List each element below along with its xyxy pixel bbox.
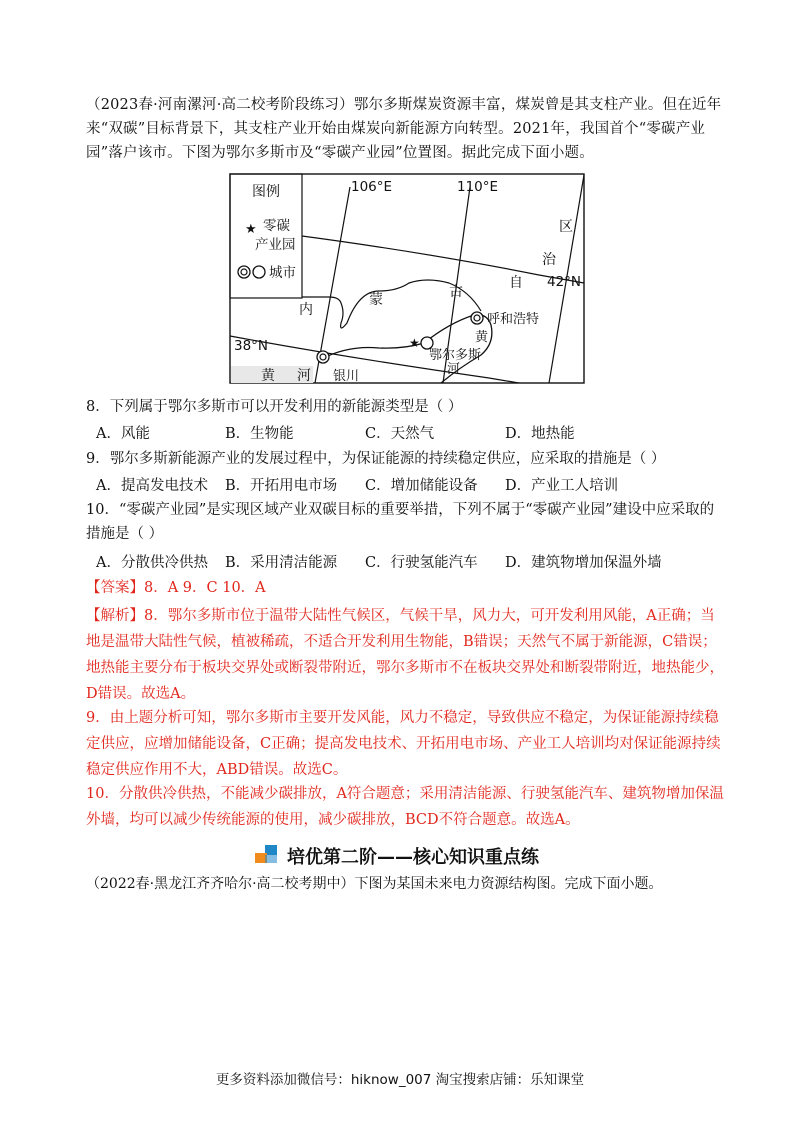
zero-carbon-park-star-icon: ★ bbox=[409, 336, 420, 350]
legend-star-label-1: 零碳 bbox=[263, 218, 290, 234]
q10-option-a[interactable]: A．分散供冷供热 bbox=[96, 555, 208, 571]
longitude-label-106: 106°E bbox=[351, 179, 393, 195]
analysis-paragraph-2: 9．由上题分析可知，鄂尔多斯市主要开发风能，风力不稳定，导致供应不稳定，为保证能源持续稳定供应，应增加储能设备，C正确；提高发电技术、开拓用电市场、产业工人培训均对保证能源持续稳定供应作用不大，ABD错误。故选C。 bbox=[86, 710, 721, 778]
latitude-label-38: 38°N bbox=[234, 338, 269, 354]
analysis-label: 【解析】 bbox=[86, 608, 144, 624]
river-char-he-left: 河 bbox=[297, 368, 311, 384]
legend-city-label: 城市 bbox=[269, 265, 296, 281]
page-footer: 更多资料添加微信号：hiknow_007 淘宝搜索店铺：乐知课堂 bbox=[215, 1072, 585, 1088]
answer-line bbox=[86, 576, 726, 600]
legend-star-label-2: 产业园 bbox=[255, 237, 296, 253]
next-question-source: （2022春·黑龙江齐齐哈尔·高二校考期中） bbox=[86, 876, 355, 892]
city-marker-hohhot bbox=[471, 312, 483, 324]
question-8-stem: 8．下列属于鄂尔多斯市可以开发利用的新能源类型是（ ） bbox=[86, 399, 463, 415]
legend-star-icon: ★ bbox=[245, 222, 257, 237]
city-label-yinchuan: 银川 bbox=[333, 369, 360, 384]
city-label-ordos: 鄂尔多斯 bbox=[429, 348, 482, 363]
q9-option-d[interactable]: D．产业工人培训 bbox=[505, 478, 619, 494]
ordos-location-map bbox=[229, 173, 585, 384]
question-8-options bbox=[96, 422, 575, 443]
section-title: 培优第二阶——核心知识重点练 bbox=[287, 847, 539, 868]
analysis-paragraph-1 bbox=[86, 603, 726, 707]
region-char-zi: 自 bbox=[509, 275, 523, 291]
q10-option-c[interactable]: C．行驶氢能汽车 bbox=[365, 555, 478, 571]
analysis-paragraph-3: 10．分散供冷供热，不能减少碳排放，A符合题意；采用清洁能源、行驶氢能汽车、建筑物增加保温外墙，均可以减少传统能源的使用，减少碳排放，BCD不符合题意。故选A。 bbox=[86, 786, 724, 828]
q9-option-a[interactable]: A．提高发电技术 bbox=[96, 478, 208, 494]
next-question-text: 下图为某国未来电力资源结构图。完成下面小题。 bbox=[354, 876, 663, 892]
river-char-huang-right: 黄 bbox=[475, 330, 489, 345]
river-char-he-right: 河 bbox=[447, 362, 461, 377]
q10-option-b[interactable]: B．采用清洁能源 bbox=[225, 555, 338, 571]
legend-title: 图例 bbox=[252, 184, 280, 200]
q8-option-c[interactable]: C．天然气 bbox=[365, 426, 435, 442]
question-9-options bbox=[96, 474, 618, 495]
answer-text: 8．A 9．C 10．A bbox=[144, 580, 266, 596]
region-char-qu: 区 bbox=[559, 219, 573, 235]
region-char-meng: 蒙 bbox=[369, 292, 383, 308]
q9-option-b[interactable]: B．开拓用电市场 bbox=[225, 478, 338, 494]
city-marker-yinchuan bbox=[317, 351, 329, 363]
question-9-stem: 9．鄂尔多斯新能源产业的发展过程中，为保证能源的持续稳定供应，应采取的措施是（ ） bbox=[86, 451, 666, 467]
question-intro-text: 鄂尔多斯煤炭资源丰富，煤炭曾是其支柱产业。但在近年来“双碳”目标背景下，其支柱产业开始由煤炭向新能源方向转型。2021年，我国首个“零碳产业园”落户该市。下图为鄂尔多斯市及“零碳产业园”位置图。据此完成下面小题。 bbox=[86, 97, 722, 161]
question-10-options bbox=[96, 551, 662, 572]
q8-option-a[interactable]: A．风能 bbox=[96, 426, 150, 442]
answer-label: 【答案】 bbox=[86, 580, 144, 596]
city-label-hohhot: 呼和浩特 bbox=[487, 312, 540, 327]
q9-option-c[interactable]: C．增加储能设备 bbox=[365, 478, 478, 494]
analysis-text-8: 8．鄂尔多斯市位于温带大陆性气候区，气候干旱，风力大，可开发利用风能，A正确；当地是温带大陆性气候，植被稀疏，不适合开发利用生物能，B错误；天然气不属于新能源，C错误；地热能主要分布于板块交界处或断裂带附近，鄂尔多斯市不在板块交界处和断裂带附近，地热能少，D错误。故选A。 bbox=[86, 608, 724, 702]
question-intro bbox=[86, 93, 726, 165]
question-source: （2023春·河南漯河·高二校考阶段练习） bbox=[86, 97, 354, 113]
question-10-stem: 10．“零碳产业园”是实现区域产业双碳目标的重要举措，下列不属于“零碳产业园”建设中应采取的措施是（ ） bbox=[86, 502, 715, 542]
region-char-nei: 内 bbox=[299, 302, 313, 318]
next-question-intro bbox=[86, 872, 726, 896]
q10-option-d[interactable]: D．建筑物增加保温外墙 bbox=[505, 555, 662, 571]
section-header bbox=[253, 843, 539, 869]
river-char-huang-left: 黄 bbox=[261, 368, 275, 384]
q8-option-d[interactable]: D．地热能 bbox=[505, 426, 575, 442]
region-char-gu: 古 bbox=[449, 284, 463, 300]
longitude-label-110: 110°E bbox=[457, 179, 499, 195]
latitude-label-42: 42°N bbox=[547, 274, 582, 290]
q8-option-b[interactable]: B．生物能 bbox=[225, 426, 294, 442]
region-char-zhi: 治 bbox=[542, 252, 556, 268]
section-icon bbox=[253, 844, 279, 868]
